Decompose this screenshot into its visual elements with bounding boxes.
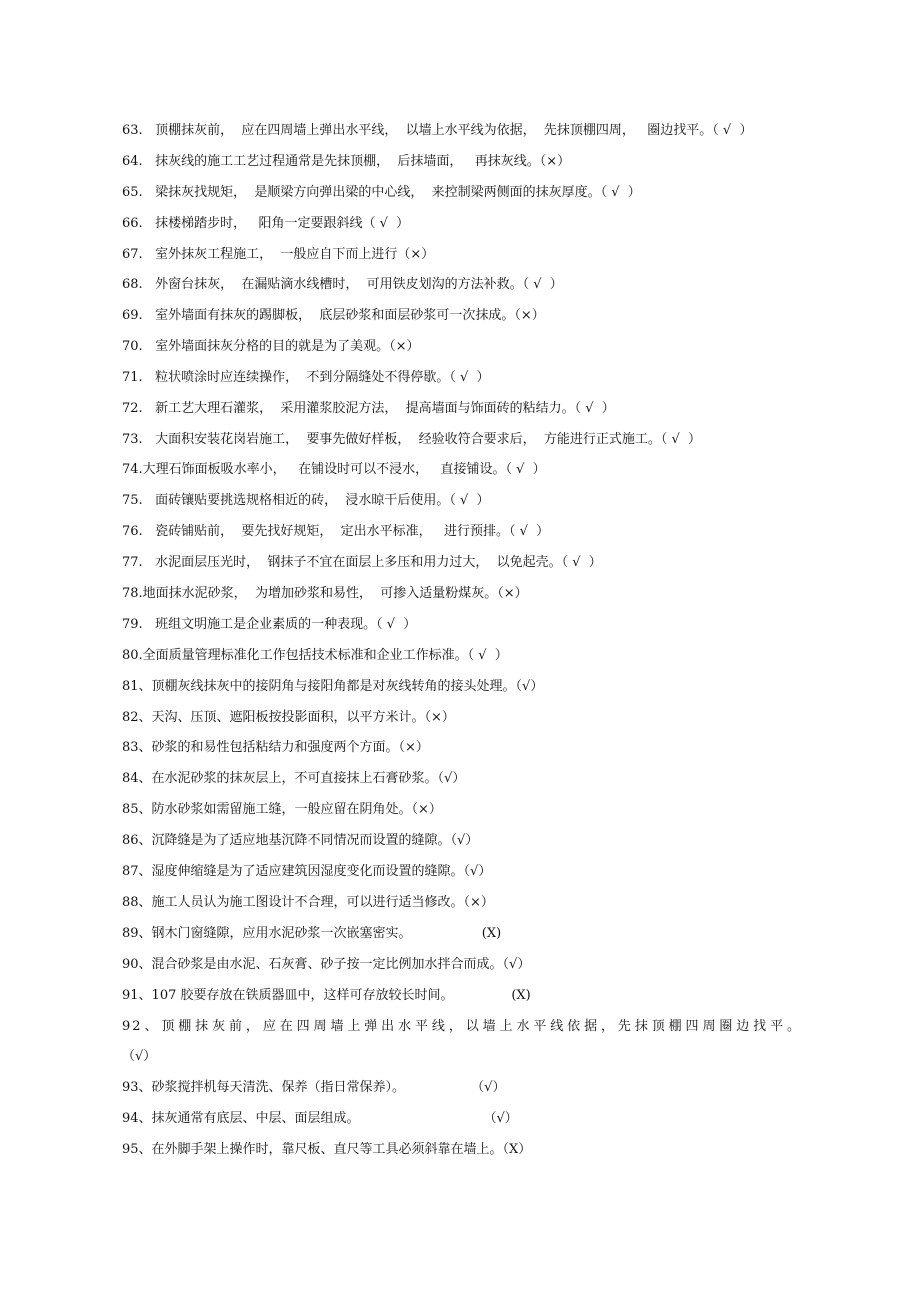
list-item: 94、抹灰通常有底层、中层、面层组成。 （√） (122, 1111, 518, 1126)
list-item: 68. 外窗台抹灰， 在漏贴滴水线槽时， 可用铁皮划沟的方法补救。（ √ ） (122, 277, 563, 292)
list-item: 76. 瓷砖铺贴前， 要先找好规矩， 定出水平标准， 进行预排。（ √ ） (122, 524, 550, 539)
list-item: 85、防水砂浆如需留施工缝，一般应留在阴角处。（×） (122, 802, 442, 817)
list-item: 81、顶棚灰线抹灰中的接阴角与接阳角都是对灰线转角的接头处理。（√） (122, 679, 544, 694)
list-item: 90、混合砂浆是由水泥、石灰膏、砂子按一定比例加水拌合而成。（√） (122, 957, 531, 972)
list-item: 63. 顶棚抹灰前， 应在四周墙上弹出水平线， 以墙上水平线为依据， 先抹顶棚四周， 圈边找平。（ √ ） (122, 123, 753, 138)
list-item: 69. 室外墙面有抹灰的踢脚板， 底层砂浆和面层砂浆可一次抹成。（×） (122, 308, 545, 323)
list-item: 91、107 胶要存放在铁质器皿中，这样可存放较长时间。 (X) (122, 988, 531, 1003)
list-item: 64. 抹灰线的施工工艺过程通常是先抹顶棚， 后抹墙面， 再抹灰线。（×） (122, 154, 571, 169)
list-item: 88、施工人员认为施工图设计不合理，可以进行适当修改。（×） (122, 895, 494, 910)
list-item-continuation: （√） (122, 1049, 157, 1064)
list-item: 70. 室外墙面抹灰分格的目的就是为了美观。（×） (122, 339, 420, 354)
list-item: 73. 大面积安装花岗岩施工， 要事先做好样板， 经验收符合要求后， 方能进行正式施工。（ √ ） (122, 432, 702, 447)
list-item: 78.地面抹水泥砂浆， 为增加砂浆和易性， 可掺入适量粉煤灰。（×） (122, 586, 528, 601)
list-item: 77. 水泥面层压光时， 钢抹子不宜在面层上多压和用力过大， 以免起壳。（ √ ） (122, 555, 602, 570)
list-item: 93、砂浆搅拌机每天清洗、保养（指日常保养）。 （√） (122, 1080, 506, 1095)
list-item: 89、钢木门窗缝隙，应用水泥砂浆一次嵌塞密实。 (X) (122, 926, 502, 941)
list-item: 86、沉降缝是为了适应地基沉降不同情况而设置的缝隙。（√） (122, 833, 479, 848)
list-item: 79. 班组文明施工是企业素质的一种表现。（ √ ） (122, 617, 417, 632)
list-item: 71. 粒状喷涂时应连续操作， 不到分隔缝处不得停歇。（ √ ） (122, 370, 490, 385)
list-item: 83、砂浆的和易性包括粘结力和强度两个方面。（×） (122, 740, 429, 755)
list-item: 65. 梁抹灰找规矩， 是顺梁方向弹出梁的中心线， 来控制梁两侧面的抹灰厚度。（ √ ） (122, 185, 641, 200)
list-item: 66. 抹楼梯踏步时， 阳角一定要跟斜线（ √ ） (122, 216, 410, 231)
list-item: 80.全面质量管理标准化工作包括技术标准和企业工作标准。（ √ ） (122, 648, 508, 663)
list-item: 67. 室外抹灰工程施工， 一般应自下而上进行（×） (122, 247, 435, 262)
list-item: 92、顶棚抹灰前，应在四周墙上弹出水平线，以墙上水平线依据，先抹顶棚四周圈边找平。 (122, 1019, 802, 1034)
list-item: 87、湿度伸缩缝是为了适应建筑因湿度变化而设置的缝隙。（√） (122, 864, 492, 879)
list-item: 75. 面砖镶贴要挑选规格相近的砖， 浸水晾干后使用。（ √ ） (122, 493, 490, 508)
list-item: 82、天沟、压顶、遮阳板按投影面积，以平方米计。（×） (122, 710, 455, 725)
list-item: 95、在外脚手架上操作时，靠尺板、直尺等工具必须斜靠在墙上。（X） (122, 1142, 532, 1157)
list-item: 84、在水泥砂浆的抹灰层上，不可直接抹上石膏砂浆。（√） (122, 771, 466, 786)
list-item: 74.大理石饰面板吸水率小， 在铺设时可以不浸水， 直接铺设。（ √ ） (122, 462, 546, 477)
list-item: 72. 新工艺大理石灌浆， 采用灌浆胶泥方法， 提高墙面与饰面砖的粘结力。（ √ ） (122, 401, 615, 416)
